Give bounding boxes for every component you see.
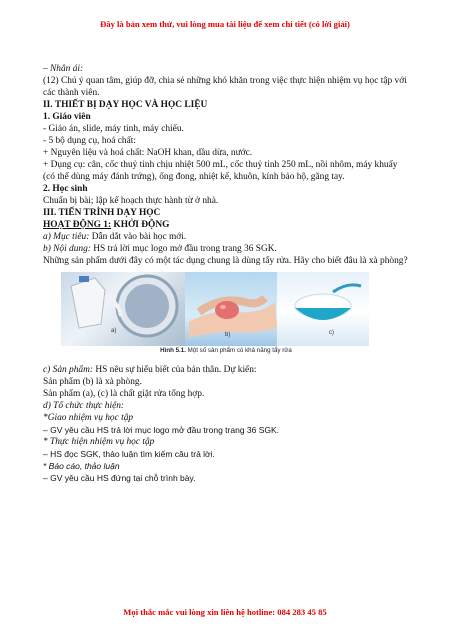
section-heading: II. THIẾT BỊ DẠY HỌC VÀ HỌC LIỆU [43, 100, 208, 110]
figure [43, 272, 409, 355]
powder-bowl-image [277, 272, 369, 346]
text-line: - 5 bộ dụng cụ, hoá chất: [43, 136, 136, 146]
text-paragraph: + Dụng cụ: cân, cốc thuỷ tinh chịu nhiệt 500 mL, cốc thuỷ tinh 250 mL, nồi nhôm, máy khuấy (có thể dùng máy đánh trứng), ống đong, nhiệt kế, khuôn, kính bảo hộ, găng tay. [43, 160, 398, 182]
text-line: Sản phẩm (b) là xà phòng. [43, 377, 142, 387]
figure-caption [43, 347, 409, 354]
item-label: c) Sản phẩm: [43, 365, 93, 375]
item-label: a) Mục tiêu: [43, 232, 90, 242]
item-text: Dẫn dắt vào bài học mới. [89, 232, 187, 242]
step-heading: * Báo cáo, thảo luận [43, 461, 120, 471]
activity-heading [43, 219, 409, 231]
text-line: Sản phẩm (a), (c) là chất giặt rửa tổng hợp. [43, 389, 205, 399]
text-line [43, 364, 409, 376]
text-line [43, 243, 409, 255]
text-line: – GV yêu cầu HS trả lời mục logo mở đầu trong trang 36 SGK. [43, 425, 280, 435]
text-line [43, 231, 409, 243]
text-line: – Nhân ái: [43, 64, 84, 74]
figure-label-a: a) [111, 328, 117, 334]
activity-title: KHỞI ĐỘNG [111, 220, 170, 230]
figure-photos [61, 272, 369, 346]
figure-label-b: b) [225, 332, 231, 338]
text-line: Chuẩn bị bài; lập kế hoạch thực hành từ ở nhà. [43, 196, 219, 206]
preview-banner: Đây là bản xem thử, vui lòng mua tài liệu để xem chi tiết (có lời giải) [100, 19, 350, 29]
item-text: HS nêu sự hiểu biết của bản thân. Dự kiến: [93, 365, 257, 375]
figure-label-c: c) [329, 330, 334, 336]
hands-soap-image [185, 272, 277, 346]
photo-washing-machine [61, 272, 185, 346]
photo-powder-bowl [277, 272, 369, 346]
text-line: + Nguyên liệu và hoá chất: NaOH khan, dầu dừa, nước. [43, 148, 253, 158]
step-heading: * Thực hiện nhiệm vụ học tập [43, 437, 155, 447]
item-label: d) Tổ chức thực hiện: [43, 401, 125, 411]
subsection-heading: 1. Giáo viên [43, 112, 91, 122]
step-heading: *Giao nhiệm vụ học tập [43, 413, 134, 423]
text-line: - Giáo án, slide, máy tính, máy chiếu. [43, 124, 184, 134]
text-paragraph: (12) Chú ý quan tâm, giúp đỡ, chia sẻ những khó khăn trong việc thực hiện nhiệm vụ học tập với các thành viên. [43, 76, 407, 98]
text-line: – GV yêu cầu HS đứng tại chỗ trình bày. [43, 473, 196, 483]
hotline-banner: Mọi thắc mắc vui lòng xin liên hệ hotline: 084 283 45 85 [123, 607, 327, 617]
washing-machine-image [61, 272, 185, 346]
text-paragraph: Những sản phẩm dưới đây có một tác dụng chung là dùng tẩy rửa. Hãy cho biết đâu là xà phòng? [43, 256, 408, 266]
text-line: – HS đọc SGK, thảo luận tìm kiếm câu trả lời. [43, 449, 215, 459]
item-label: b) Nội dung: [43, 244, 91, 254]
activity-number: HOẠT ĐỘNG 1: [43, 220, 112, 230]
document-body [43, 63, 409, 484]
figure-caption-text: Một số sản phẩm có khả năng tẩy rửa [185, 347, 292, 354]
section-heading: III. TIẾN TRÌNH DẠY HỌC [43, 208, 161, 218]
subsection-heading: 2. Học sinh [43, 184, 88, 194]
photo-hands-soap [185, 272, 277, 346]
figure-number: Hình 5.1. [160, 347, 186, 354]
item-text: HS trả lời mục logo mở đầu trong trang 36 SGK. [90, 244, 277, 254]
